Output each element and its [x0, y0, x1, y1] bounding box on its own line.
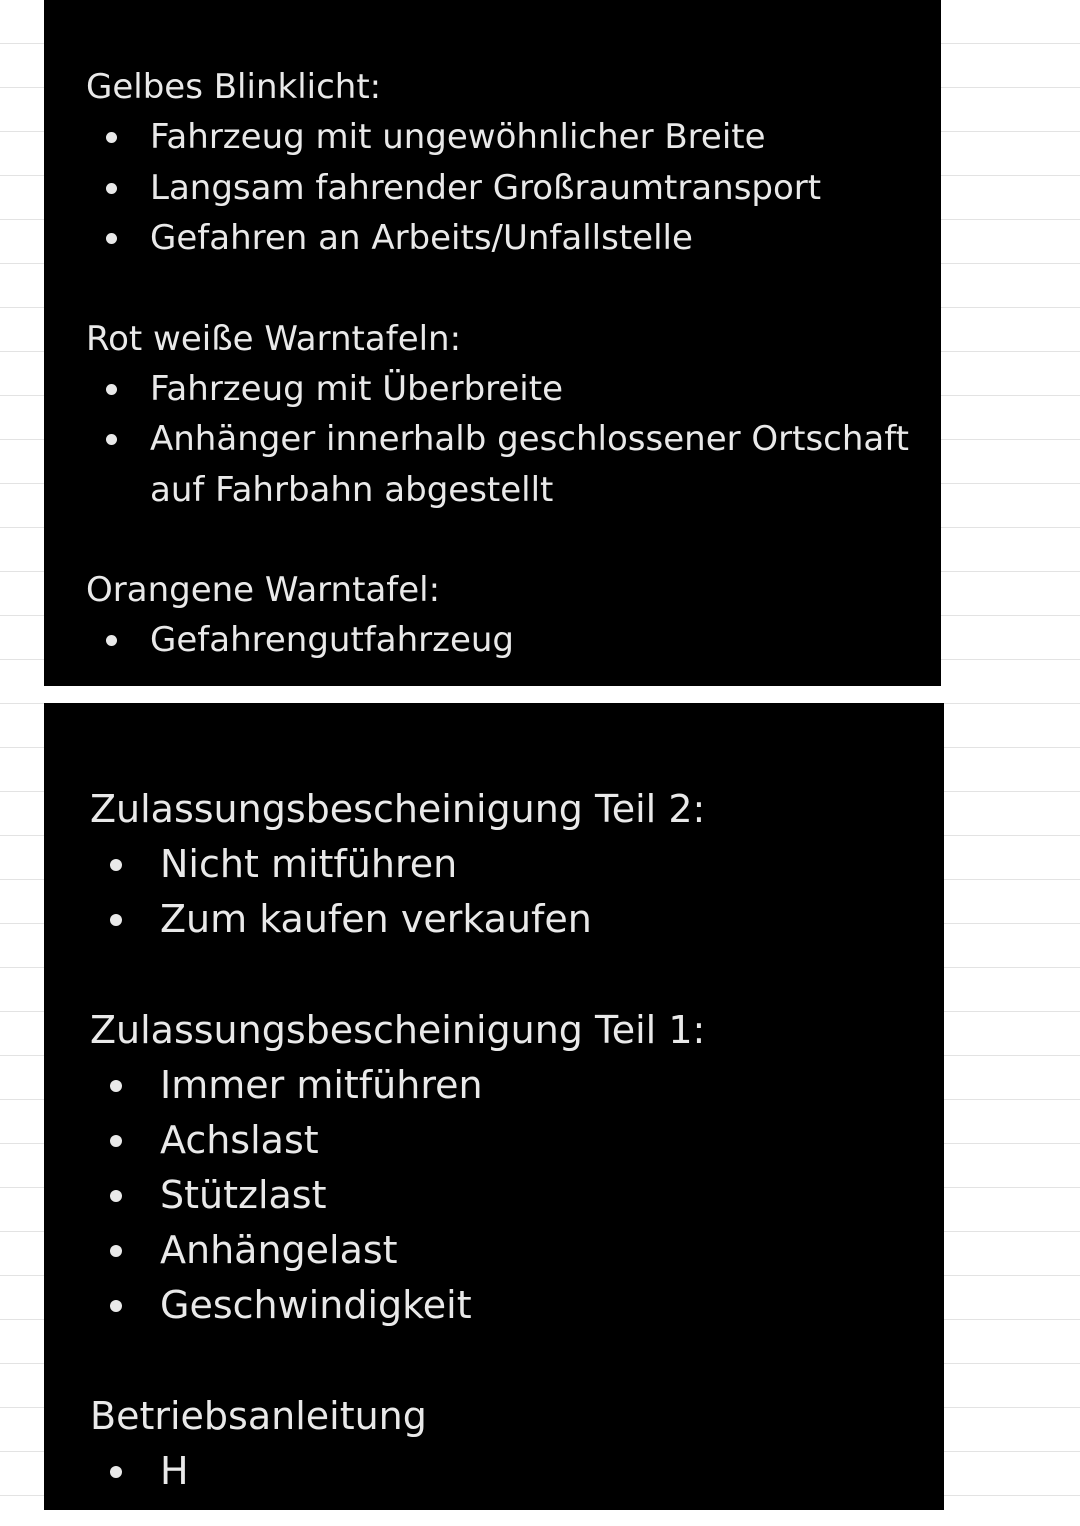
list-item: Stützlast	[90, 1168, 944, 1223]
bullet-list	[86, 112, 941, 264]
bullet-list	[90, 1444, 944, 1499]
section-zulassung-teil-2	[90, 781, 944, 947]
section-title: Rot weiße Warntafeln:	[86, 318, 462, 359]
list-item: Anhängelast	[90, 1223, 944, 1278]
bullet-list	[90, 837, 944, 947]
note-card-vehicle-signals	[44, 0, 941, 686]
section-title: Betriebsanleitung	[90, 1394, 427, 1438]
list-item: Langsam fahrender Großraumtransport	[86, 163, 941, 214]
section-orangene-warntafel	[86, 565, 941, 666]
list-item: Zum kaufen verkaufen	[90, 892, 944, 947]
list-item: Nicht mitführen	[90, 837, 944, 892]
section-title: Orangene Warntafel:	[86, 570, 441, 610]
list-item: Fahrzeug mit ungewöhnlicher Breite	[86, 112, 941, 163]
section-title: Zulassungsbescheinigung Teil 2:	[90, 787, 706, 831]
list-item: Gefahren an Arbeits/Unfallstelle	[86, 213, 941, 264]
list-item: Anhänger innerhalb geschlossener Ortschaft auf Fahrbahn abgestellt	[86, 414, 941, 515]
section-gelbes-blinklicht	[86, 62, 941, 264]
bullet-list	[90, 1058, 944, 1333]
section-title: Gelbes Blinklicht:	[86, 67, 382, 107]
bullet-list	[86, 364, 941, 516]
section-zulassung-teil-1	[90, 1002, 944, 1333]
bullet-list	[86, 615, 941, 666]
section-title: Zulassungsbescheinigung Teil 1:	[90, 1008, 706, 1052]
section-rot-weisse-warntafeln	[86, 314, 941, 516]
list-item: Gefahrengutfahrzeug	[86, 615, 941, 666]
list-item: Geschwindigkeit	[90, 1278, 944, 1333]
list-item: Fahrzeug mit Überbreite	[86, 364, 941, 415]
section-betriebsanleitung	[90, 1388, 944, 1499]
note-card-vehicle-documents	[44, 703, 944, 1510]
list-item: H	[90, 1444, 944, 1499]
list-item: Achslast	[90, 1113, 944, 1168]
list-item: Immer mitführen	[90, 1058, 944, 1113]
